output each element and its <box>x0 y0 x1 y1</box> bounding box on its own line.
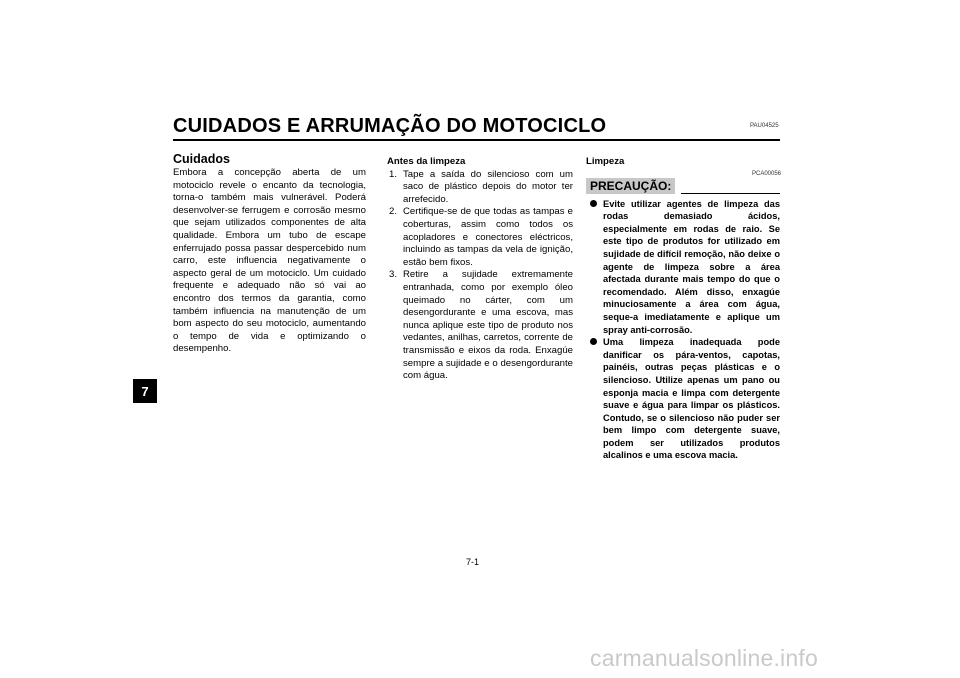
subheading-before-cleaning: Antes da limpeza <box>387 156 466 167</box>
bullet-dot-icon <box>590 200 597 207</box>
step-text: Certifique-se de que todas as tampas e coberturas, assim como todos os acopladores e conectores eléctricos, incluindo as tampas da vela de ignição, estão bem fixos. <box>403 206 573 268</box>
list-item <box>387 206 573 269</box>
caution-badge: PRECAUÇÃO: <box>586 178 675 194</box>
list-item <box>387 169 573 207</box>
step-number: 2. <box>389 206 398 218</box>
column-cleaning <box>586 156 780 462</box>
steps-list <box>387 169 573 383</box>
page-number: 7-1 <box>466 557 480 567</box>
chapter-tab: 7 <box>133 379 157 403</box>
watermark: carmanualsonline.info <box>590 645 818 671</box>
list-item <box>586 198 780 337</box>
caution-header <box>586 178 780 194</box>
step-number: 3. <box>389 269 398 281</box>
title-divider <box>173 139 780 141</box>
step-text: Retire a sujidade extremamente entranhada, como por exemplo óleo queimado no cárter, com um desengordurante e uma escova, mas nunca aplique este tipo de produto nos vedantes, anilhas, carretos, corrente de transmissão e eixos da roda. Enxagúe sempre a sujidade e o desengordurante com água. <box>403 269 573 382</box>
page-title: CUIDADOS E ARRUMAÇÃO DO MOTOCICLO <box>173 115 607 137</box>
list-item <box>387 269 573 382</box>
step-text: Tape a saída do silencioso com um saco de plástico depois do motor ter arrefecido. <box>403 168 573 205</box>
caution-divider <box>681 193 780 194</box>
bullet-dot-icon <box>590 338 597 345</box>
care-paragraph: Embora a concepção aberta de um motociclo revele o encanto da tecnologia, torna-o também mais vulnerável. Poderá desenvolver-se ferrugem e corrosão mesmo que sejam utilizados componentes de alta qualidade. Embora um tubo de escape enferrujado possa passar despercebido num carro, este influencia negativamente o aspecto geral de um motociclo. Um cuidado frequente e adequado não só vai ao encontro dos termos da garantia, como também influencia na manutenção de um bom aspecto do seu motociclo, aumentando o tempo de vida e optimizando o desempenho. <box>173 167 366 355</box>
section-heading-care: Cuidados <box>173 152 230 166</box>
title-reference-code: PAU04525 <box>750 123 779 129</box>
bullet-text: Evite utilizar agentes de limpeza das rodas demasiado ácidos, especialmente em rodas de raio. Se este tipo de produtos for utilizado em sujidade de difícil remoção, não deixe o agente de limpeza sobre a área afectada durante mais tempo do que o recomendado. Além disso, enxagúe minuciosamente a área com água, seque-a imediatamente e aplique um spray anti-corrosão. <box>603 198 780 335</box>
bullet-text: Uma limpeza inadequada pode danificar os pára-ventos, capotas, painéis, outras peças plásticas e o silencioso. Utilize apenas um pano ou esponja macia e limpa com detergente suave e água para limpar os plásticos. Contudo, se o silencioso não puder ser bem limpo com detergente suave, podem ser utilizados produtos alcalinos e uma escova macia. <box>603 337 780 461</box>
column-care <box>173 152 366 356</box>
caution-reference-code: PCA00056 <box>752 171 782 177</box>
caution-list <box>586 198 780 462</box>
step-number: 1. <box>389 168 398 180</box>
list-item <box>586 336 780 462</box>
subheading-cleaning: Limpeza <box>586 156 625 167</box>
column-before-cleaning <box>387 156 573 383</box>
